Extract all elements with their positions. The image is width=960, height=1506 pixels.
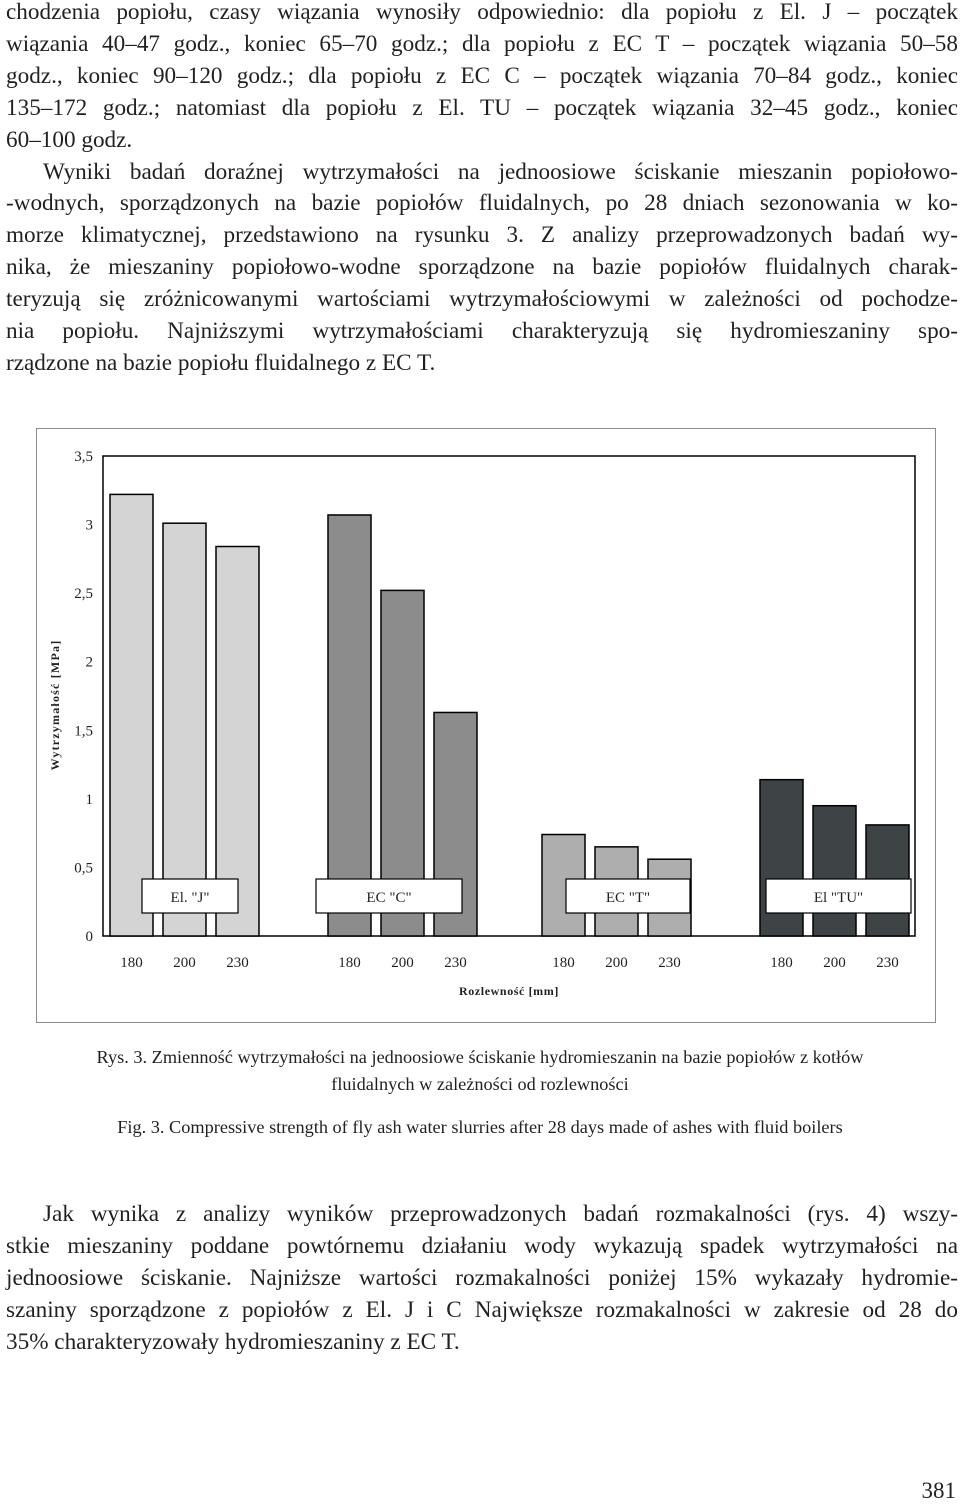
text-line: 60–100 godz.: [6, 126, 133, 153]
y-axis-label: Wytrzymałość [MPa]: [48, 639, 62, 771]
x-tick-label: 200: [605, 955, 628, 971]
bar: [813, 806, 856, 936]
x-axis-label: Rozlewność [mm]: [459, 984, 559, 998]
text-line: -wodnych, sporządzonych na bazie popiołów fluidalnych, po 28 dniach sezonowania w ko-: [6, 190, 958, 217]
bar: [163, 523, 206, 936]
figure-caption-polish-line1: Rys. 3. Zmienność wytrzymałości na jednoosiowe ściskanie hydromieszanin na bazie popiołów z kotłów: [96, 1047, 864, 1067]
y-tick-label: 0: [85, 929, 93, 945]
text-line: nia popiołu. Najniższymi wytrzymałościami charakteryzują się hydromieszaniny spo-: [6, 318, 958, 345]
y-tick-label: 0,5: [74, 860, 93, 877]
figure-caption-polish-line2: fluidalnych w zależności od rozlewności: [331, 1074, 629, 1094]
group-label: EC "C": [366, 890, 412, 906]
x-tick-label: 230: [444, 955, 467, 971]
group-label: EC "T": [605, 890, 651, 906]
x-tick-label: 200: [391, 955, 414, 971]
text-line: stkie mieszaniny poddane powtórnemu działaniu wody wykazują spadek wytrzymałości na: [6, 1232, 958, 1259]
x-tick-label: 230: [876, 955, 899, 971]
text-line: morze klimatycznej, przedstawiono na rysunku 3. Z analizy przeprowadzonych badań wy-: [6, 222, 958, 249]
group-label: El "TU": [813, 890, 864, 906]
bar: [110, 494, 153, 936]
bar: [216, 547, 259, 936]
x-tick-label: 230: [226, 955, 249, 971]
text-line: chodzenia popiołu, czasy wiązania wynosiły odpowiednio: dla popiołu z El. J – początek: [6, 0, 958, 25]
text-line: godz., koniec 90–120 godz.; dla popiołu z EC C – początek wiązania 70–84 godz., koniec: [6, 62, 958, 89]
y-tick-label: 1,5: [74, 723, 93, 740]
text-line: teryzują się zróżnicowanymi wartościami wytrzymałościowymi w zależności od pochodze-: [6, 286, 958, 313]
bar: [328, 515, 371, 936]
x-tick-label: 200: [173, 955, 196, 971]
text-line: Jak wynika z analizy wyników przeprowadzonych badań rozmakalności (rys. 4) wszy-: [43, 1201, 958, 1227]
text-line: Wyniki badań doraźnej wytrzymałości na jednoosiowe ściskanie mieszanin popiołowo-: [43, 158, 958, 185]
x-tick-label: 180: [770, 955, 793, 971]
figure-caption-english: Fig. 3. Compressive strength of fly ash water slurries after 28 days made of ashes with fluid boilers: [117, 1117, 843, 1137]
y-tick-label: 3,5: [74, 449, 93, 465]
page-number: 381: [921, 1478, 956, 1503]
x-tick-label: 180: [552, 955, 575, 971]
text-line: 135–172 godz.; natomiast dla popiołu z El. TU – początek wiązania 32–45 godz., koniec: [6, 94, 958, 121]
body-text-top: [6, 0, 958, 380]
chart-svg: [37, 429, 937, 1024]
text-line: szaniny sporządzone z popiołów z El. J i C Największe rozmakalności w zakresie od 28 do: [6, 1296, 958, 1323]
text-line: wiązania 40–47 godz., koniec 65–70 godz.; dla popiołu z EC T – początek wiązania 50–58: [6, 30, 958, 57]
figure-3-chart: [36, 428, 936, 1023]
text-line: 35% charakteryzowały hydromieszaniny z EC T.: [6, 1328, 460, 1355]
x-tick-label: 180: [120, 955, 143, 971]
y-tick-label: 3: [85, 517, 93, 534]
body-text-bottom: [6, 1199, 958, 1359]
x-tick-label: 230: [658, 955, 681, 971]
y-tick-label: 1: [85, 791, 93, 808]
text-line: jednoosiowe ściskanie. Najniższe wartości rozmakalności poniżej 15% wykazały hydromie-: [6, 1264, 958, 1291]
x-tick-label: 180: [338, 955, 361, 971]
text-line: nika, że mieszaniny popiołowo-wodne sporządzone na bazie popiołów fluidalnych charak-: [6, 254, 958, 281]
y-tick-label: 2: [85, 654, 93, 671]
text-line: rządzone na bazie popiołu fluidalnego z EC T.: [6, 349, 436, 376]
group-label: El. "J": [170, 890, 210, 906]
x-tick-label: 200: [823, 955, 846, 971]
y-tick-label: 2,5: [74, 586, 93, 603]
